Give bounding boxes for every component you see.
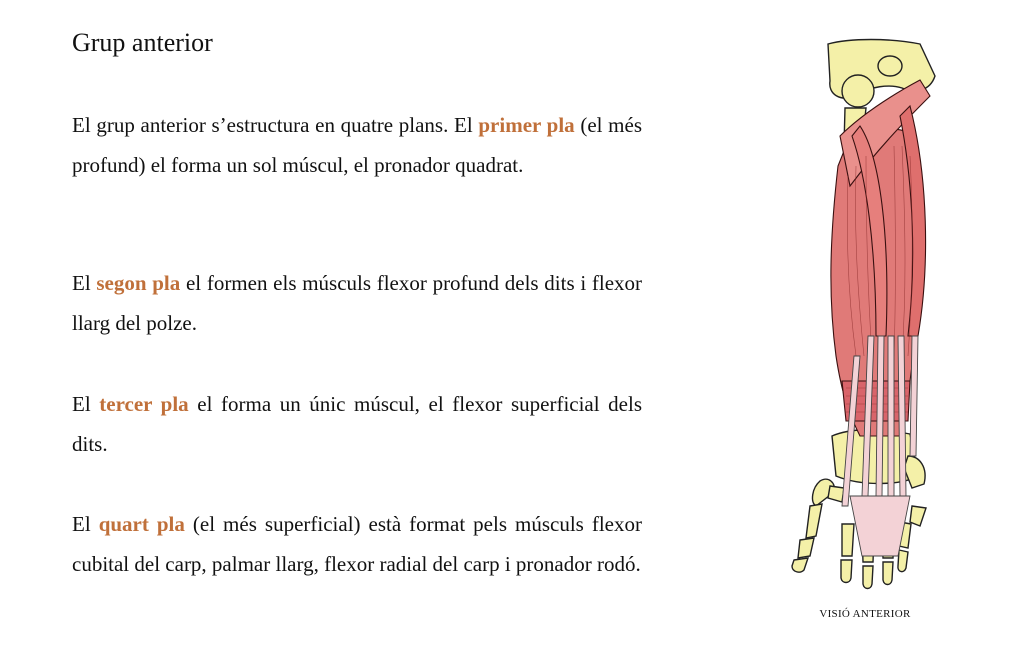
paragraph-text: el forma un únic múscul, el flexor superficial dels dits. [72,392,642,456]
forearm-illustration [770,36,960,596]
paragraph-text: (el més superficial) està format pels músculs flexor cubital del carp, palmar llarg, flexor radial del carp i pronador rodó. [72,512,643,576]
figure-caption: VISIÓ ANTERIOR [819,608,911,620]
paragraph-quart-pla [72,504,642,584]
highlight-term: segon pla [96,271,181,295]
paragraph-text: El [72,392,100,416]
section-heading: Grup anterior [72,28,213,57]
paragraph-text: (el més profund) el forma un sol múscul, el pronador quadrat. [72,113,643,177]
highlight-term: tercer pla [99,392,189,416]
paragraph-text: el formen els músculs flexor profund dels dits i flexor llarg del polze. [72,271,643,335]
paragraph-segon-pla [72,263,642,343]
paragraph-text: El [72,271,97,295]
highlight-term: quart pla [98,512,185,536]
paragraph-text: El [72,512,99,536]
highlight-term: primer pla [478,113,575,137]
paragraph-primer-pla [72,105,642,185]
paragraph-tercer-pla [72,384,642,464]
paragraph-text: El grup anterior s’estructura en quatre plans. El [72,113,479,137]
